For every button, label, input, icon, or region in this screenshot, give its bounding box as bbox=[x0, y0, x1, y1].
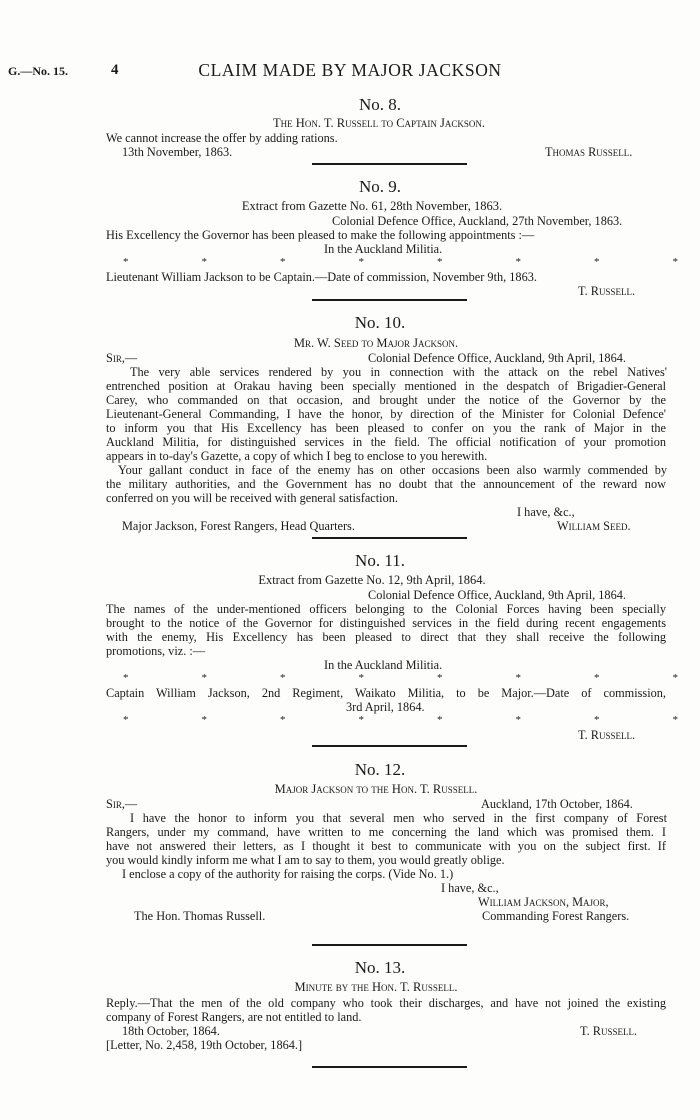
doc10-paragraph-line: Lieutenant-General Commanding, I have the honor, by direction of the Minister for Colonial Defence' bbox=[106, 407, 666, 421]
doc10-salutation: Sir,— bbox=[106, 351, 138, 365]
page-number: 4 bbox=[111, 62, 119, 78]
doc12-closing: I have, &c., bbox=[441, 881, 499, 895]
doc10-paragraph-line: Auckland Militia, for distinguished services in the field. The official notification of your promotion bbox=[106, 435, 666, 449]
doc13-heading: Minute by the Hon. T. Russell. bbox=[294, 980, 458, 994]
doc11-paragraph-line: brought to the notice of the Governor for distinguished services in the field during recent engagements bbox=[106, 616, 666, 630]
doc10-paragraph-line: appears in to-day's Gazette, a copy of which I beg to enclose to you herewith. bbox=[106, 449, 488, 463]
doc10-paragraph-line: The very able services rendered by you in connection with the attack on the rebel Natives' bbox=[130, 365, 667, 379]
doc13-date: 18th October, 1864. bbox=[122, 1024, 220, 1038]
section-divider bbox=[312, 163, 467, 165]
doc9-heading: Extract from Gazette No. 61, 28th November, 1863. bbox=[241, 199, 503, 213]
section-divider bbox=[312, 745, 467, 747]
doc9-subheading: In the Auckland Militia. bbox=[324, 242, 443, 256]
doc11-heading: Extract from Gazette No. 12, 9th April, 1864. bbox=[258, 573, 486, 587]
doc10-paragraph-line: conferred on you will be received with general satisfaction. bbox=[106, 491, 398, 505]
page-reference: G.—No. 15. bbox=[8, 64, 68, 78]
doc10-paragraph-line: Carey, who commanded on that occasion, and brought under the notice of the Governor by the bbox=[106, 393, 666, 407]
doc8-body: We cannot increase the offer by adding rations. bbox=[106, 131, 338, 145]
ellipsis-stars: * * * * * * * * bbox=[123, 256, 678, 268]
doc12-signature-title: Commanding Forest Rangers. bbox=[482, 909, 630, 923]
doc9-signature: T. Russell. bbox=[578, 284, 636, 298]
doc9-body: His Excellency the Governor has been pleased to make the following appointments :— bbox=[106, 228, 535, 242]
doc10-paragraph-line: the military authorities, and the Government has no doubt that the announcement of the reward now bbox=[106, 477, 666, 491]
ellipsis-stars: * * * * * * * * bbox=[123, 672, 678, 684]
doc12-address: Auckland, 17th October, 1864. bbox=[481, 797, 633, 811]
doc13-paragraph-line: company of Forest Rangers, are not entitled to land. bbox=[106, 1010, 362, 1024]
doc13-signature: T. Russell. bbox=[580, 1024, 638, 1038]
doc9-address: Colonial Defence Office, Auckland, 27th November, 1863. bbox=[332, 214, 623, 228]
doc11-promotion-date: 3rd April, 1864. bbox=[346, 700, 425, 714]
section-divider bbox=[312, 537, 467, 539]
doc11-signature: T. Russell. bbox=[578, 728, 636, 742]
doc12-addressee: The Hon. Thomas Russell. bbox=[134, 909, 266, 923]
doc12-heading: Major Jackson to the Hon. T. Russell. bbox=[274, 782, 478, 796]
doc11-address: Colonial Defence Office, Auckland, 9th April, 1864. bbox=[368, 588, 626, 602]
doc13-number: No. 13. bbox=[354, 958, 406, 977]
doc11-paragraph-line: The names of the under-mentioned officers belonging to the Colonial Forces having been specially bbox=[106, 602, 666, 616]
doc12-paragraph-line: I enclose a copy of the authority for raising the corps. (Vide No. 1.) bbox=[122, 867, 454, 881]
doc10-addressee: Major Jackson, Forest Rangers, Head Quarters. bbox=[122, 519, 355, 533]
running-title: CLAIM MADE BY MAJOR JACKSON bbox=[198, 60, 502, 80]
doc9-number: No. 9. bbox=[358, 177, 402, 196]
doc12-signature: William Jackson, Major, bbox=[478, 895, 609, 909]
doc10-number: No. 10. bbox=[354, 313, 406, 332]
doc12-salutation: Sir,— bbox=[106, 797, 138, 811]
doc8-number: No. 8. bbox=[358, 95, 402, 114]
doc13-reference: [Letter, No. 2,458, 19th October, 1864.] bbox=[106, 1038, 303, 1052]
section-divider bbox=[312, 944, 467, 946]
doc12-paragraph-line: Rangers, under my command, have written to me concerning the land which was promised them. I bbox=[106, 825, 666, 839]
doc8-date: 13th November, 1863. bbox=[122, 145, 233, 159]
doc10-closing: I have, &c., bbox=[517, 505, 575, 519]
doc10-heading: Mr. W. Seed to Major Jackson. bbox=[293, 336, 459, 350]
doc10-address: Colonial Defence Office, Auckland, 9th April, 1864. bbox=[368, 351, 626, 365]
doc12-paragraph-line: you would kindly inform me what I am to say to them, you would greatly oblige. bbox=[106, 853, 505, 867]
doc10-paragraph-line: to inform you that His Excellency has been pleased to confer on you the rank of Major in the bbox=[106, 421, 666, 435]
doc11-subheading: In the Auckland Militia. bbox=[324, 658, 443, 672]
doc11-paragraph-line: promotions, viz. :— bbox=[106, 644, 206, 658]
ellipsis-stars: * * * * * * * * bbox=[123, 714, 678, 726]
doc8-signature: Thomas Russell. bbox=[545, 145, 633, 159]
section-divider bbox=[312, 1066, 467, 1068]
doc9-appointment: Lieutenant William Jackson to be Captain.—Date of commission, November 9th, 1863. bbox=[106, 270, 537, 284]
doc12-number: No. 12. bbox=[354, 760, 406, 779]
doc10-paragraph-line: Your gallant conduct in face of the enemy has on other occasions been also warmly commended by bbox=[118, 463, 667, 477]
doc8-heading: The Hon. T. Russell to Captain Jackson. bbox=[273, 116, 485, 130]
doc10-paragraph-line: entrenched position at Orakau having been specially mentioned in the despatch of Brigadier-General bbox=[106, 379, 666, 393]
doc12-paragraph-line: have not answered their letters, as I thought it best to communicate with you on the subject first. If bbox=[106, 839, 666, 853]
doc12-paragraph-line: I have the honor to inform you that several men who served in the first company of Forest bbox=[130, 811, 667, 825]
doc11-paragraph-line: with the enemy, His Excellency has been pleased to direct that they shall receive the following bbox=[106, 630, 666, 644]
section-divider bbox=[312, 299, 467, 301]
doc11-promotion: Captain William Jackson, 2nd Regiment, Waikato Militia, to be Major.—Date of commission, bbox=[106, 686, 666, 700]
doc10-signature: William Seed. bbox=[557, 519, 631, 533]
doc11-number: No. 11. bbox=[355, 551, 405, 570]
doc13-paragraph-line: Reply.—That the men of the old company who took their discharges, and have not joined the existing bbox=[106, 996, 666, 1010]
